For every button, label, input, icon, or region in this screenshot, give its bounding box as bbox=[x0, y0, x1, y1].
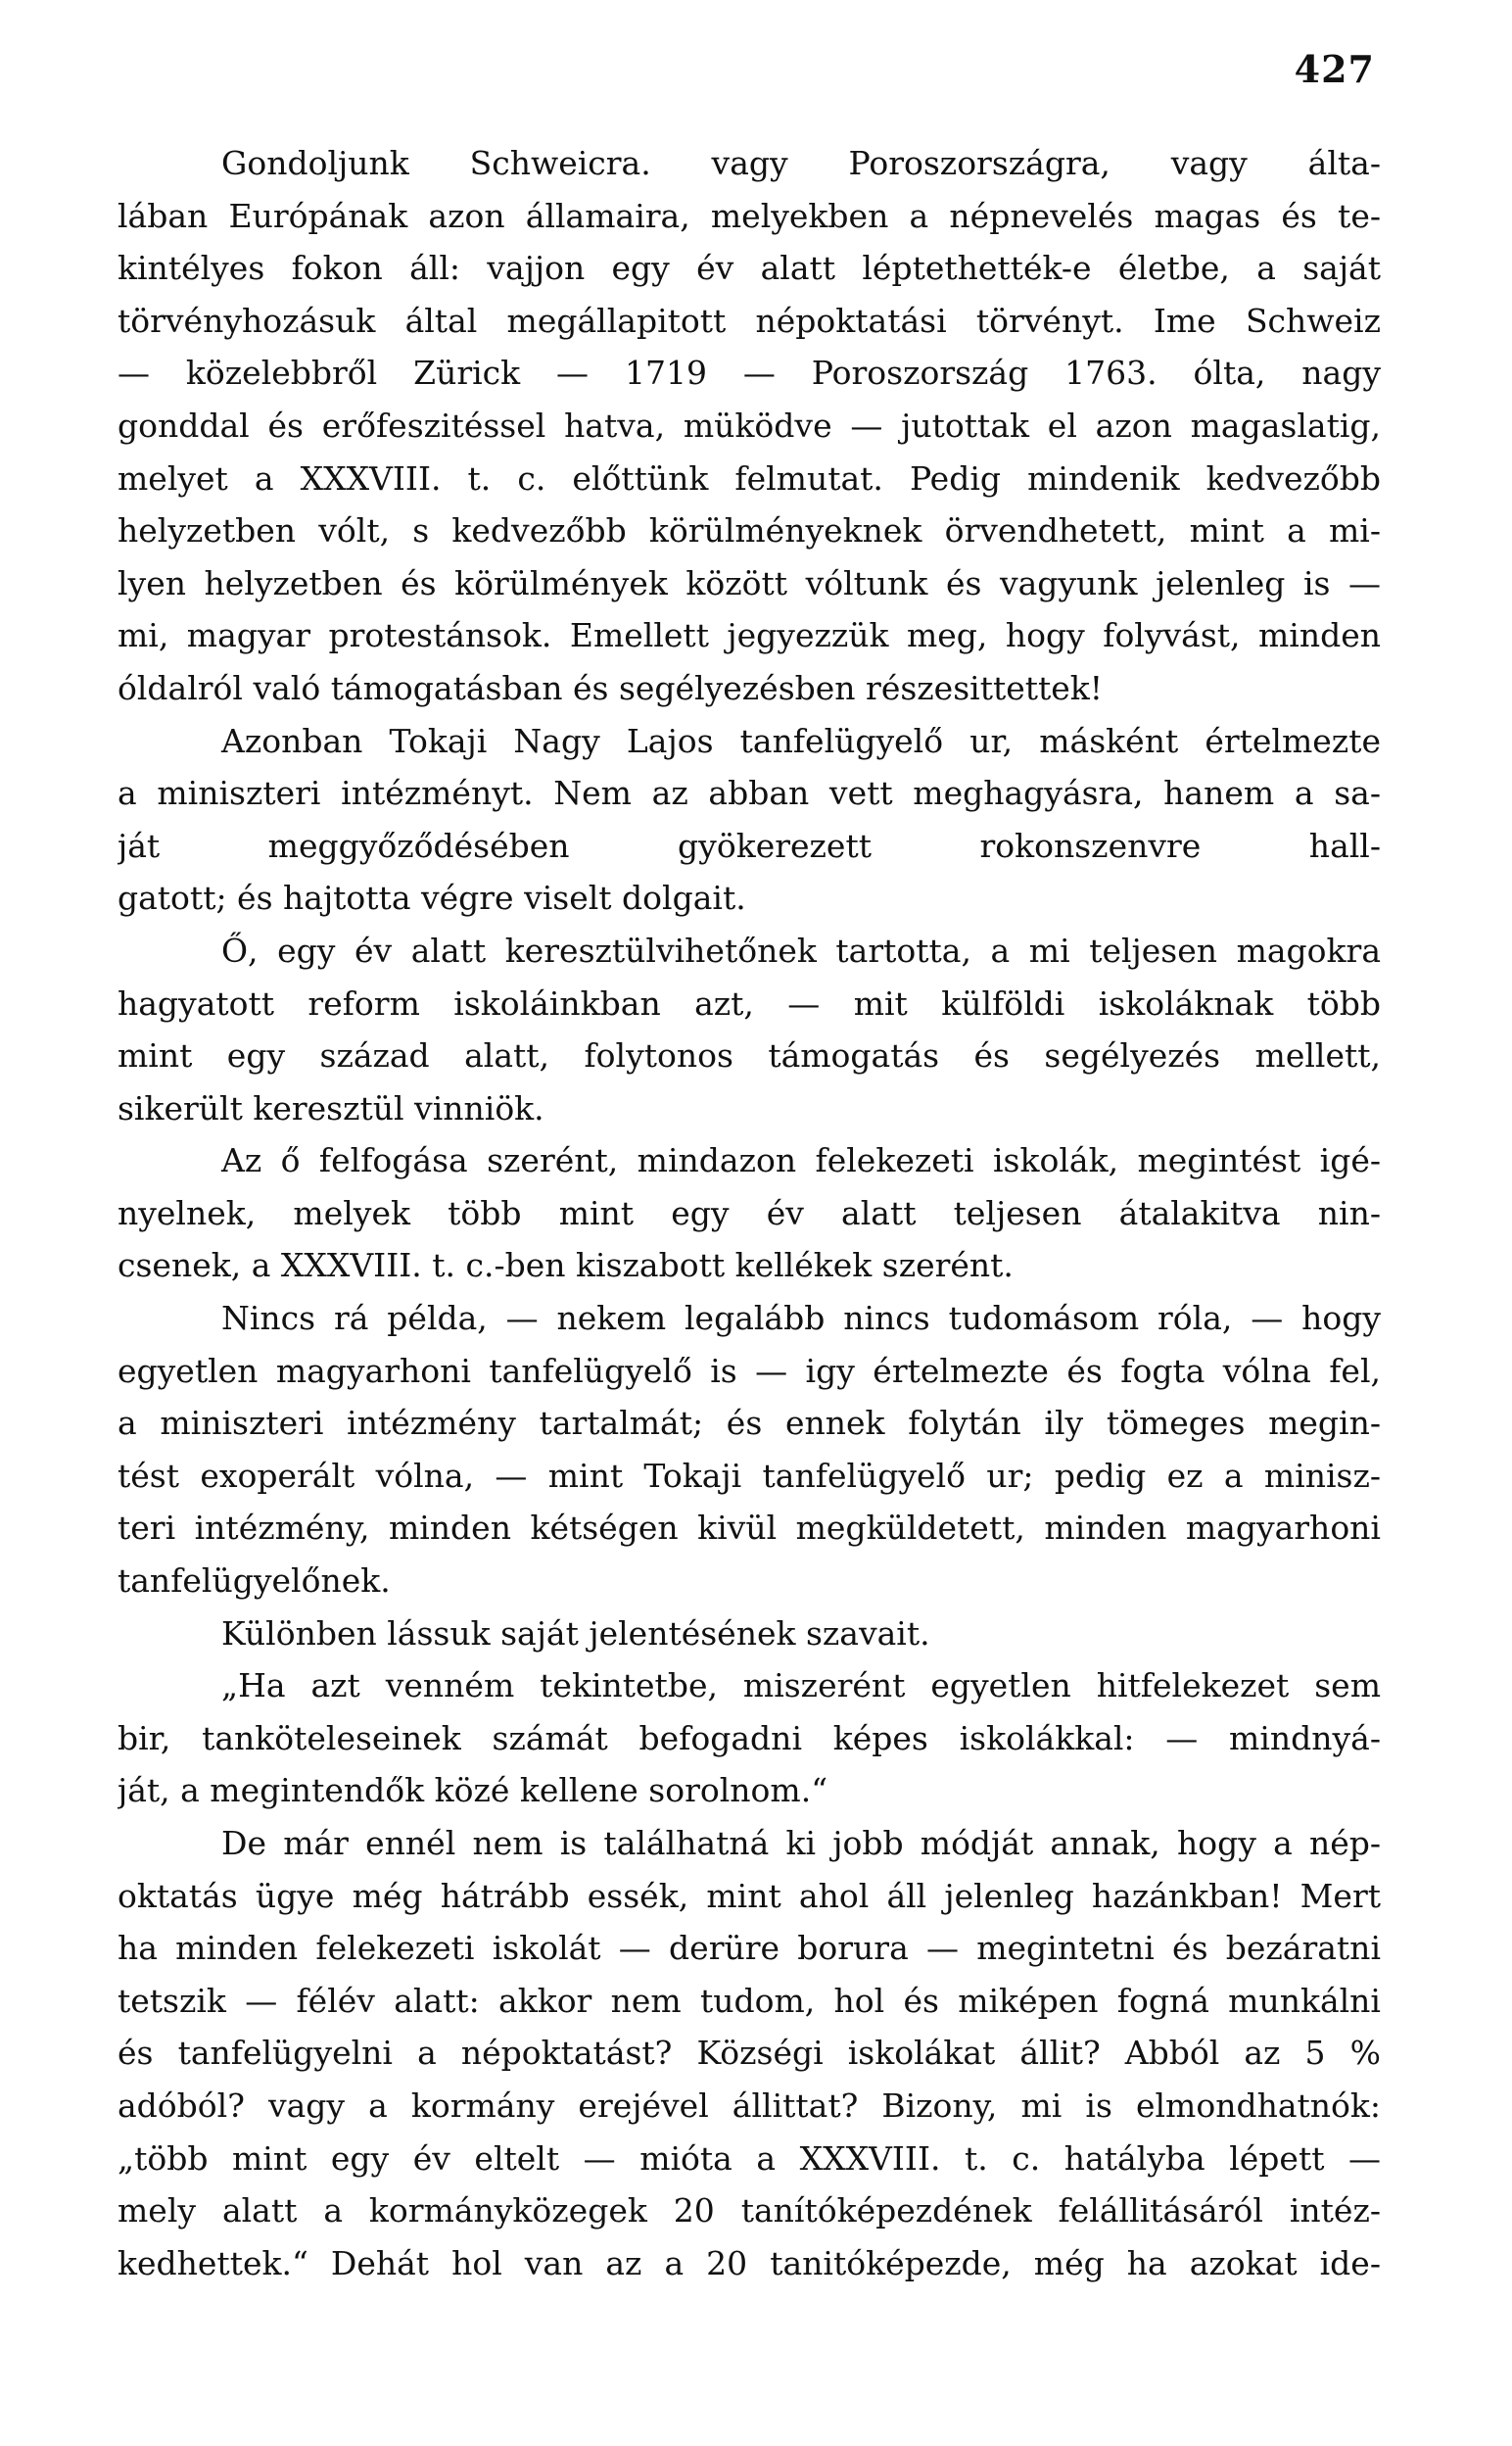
text-line: törvényhozásuk által megállapitott népoktatási törvényt. Ime Schweiz bbox=[118, 301, 1381, 340]
text-line: ha minden felekezeti iskolát — derüre borura — megintetni és bezáratni bbox=[118, 1929, 1381, 1968]
page-number: 427 bbox=[1294, 47, 1375, 91]
text-line: a miniszteri intézmény tartalmát; és ennek folytán ily tömeges megin- bbox=[118, 1404, 1381, 1443]
text-line: oktatás ügye még hátrább essék, mint ahol áll jelenleg hazánkban! Mert bbox=[118, 1876, 1381, 1915]
text-line: — közelebbről Zürick — 1719 — Poroszország 1763. ólta, nagy bbox=[118, 354, 1381, 393]
text-line: melyet a XXXVIII. t. c. előttünk felmutat. Pedig mindenik kedvezőbb bbox=[118, 458, 1381, 498]
text-line: ját, a megintendők közé kellene sorolnom.“ bbox=[118, 1771, 828, 1810]
text-line: lában Európának azon államaira, melyekben a népnevelés magas és te- bbox=[118, 196, 1381, 235]
text-line: mi, magyar protestánsok. Emellett jegyezzük meg, hogy folyvást, minden bbox=[118, 616, 1381, 655]
text-line: hagyatott reform iskoláinkban azt, — mit külföldi iskoláknak több bbox=[118, 983, 1381, 1023]
text-line: „Ha azt venném tekintetbe, miszerént egyetlen hitfelekezet sem bbox=[221, 1666, 1381, 1705]
text-line: Azonban Tokaji Nagy Lajos tanfelügyelő ur, másként értelmezte bbox=[221, 721, 1381, 760]
text-line: mely alatt a kormányközegek 20 tanítóképezdének felállitásáról intéz- bbox=[118, 2191, 1381, 2230]
text-line: adóból? vagy a kormány erejével állittat? Bizony, mi is elmondhatnók: bbox=[118, 2086, 1381, 2125]
text-line: tést exoperált vólna, — mint Tokaji tanfelügyelő ur; pedig ez a minisz- bbox=[118, 1456, 1381, 1495]
text-line: helyzetben vólt, s kedvezőbb körülményeknek örvendhetett, mint a mi- bbox=[118, 511, 1381, 551]
text-line: tanfelügyelőnek. bbox=[118, 1561, 391, 1601]
text-line: Nincs rá példa, — nekem legalább nincs tudomásom róla, — hogy bbox=[221, 1299, 1381, 1338]
text-line: lyen helyzetben és körülmények között vóltunk és vagyunk jelenleg is — bbox=[118, 563, 1381, 602]
text-line: mint egy század alatt, folytonos támogatás és segélyezés mellett, bbox=[118, 1036, 1381, 1076]
text-line: kintélyes fokon áll: vajjon egy év alatt léptethették-e életbe, a saját bbox=[118, 249, 1381, 288]
text-line: tetszik — félév alatt: akkor nem tudom, hol és miképen fogná munkálni bbox=[118, 1981, 1381, 2020]
body-text bbox=[118, 137, 1381, 2289]
text-line: kedhettek.“ Dehát hol van az a 20 tanitóképezde, még ha azokat ide- bbox=[118, 2243, 1381, 2282]
text-line: gatott; és hajtotta végre viselt dolgait. bbox=[118, 879, 746, 918]
text-line: Gondoljunk Schweicra. vagy Poroszországra, vagy álta- bbox=[221, 144, 1381, 182]
text-line: ját meggyőződésében gyökerezett rokonszenvre hall- bbox=[118, 826, 1381, 865]
text-line: De már ennél nem is találhatná ki jobb módját annak, hogy a nép- bbox=[221, 1824, 1381, 1862]
text-line: „több mint egy év eltelt — mióta a XXXVIII. t. c. hatályba lépett — bbox=[118, 2138, 1381, 2178]
text-line: és tanfelügyelni a népoktatást? Községi iskolákat állit? Abból az 5 % bbox=[118, 2034, 1381, 2073]
text-line: csenek, a XXXVIII. t. c.-ben kiszabott kellékek szerént. bbox=[118, 1246, 1014, 1285]
text-line: egyetlen magyarhoni tanfelügyelő is — igy értelmezte és fogta vólna fel, bbox=[118, 1351, 1381, 1390]
text-line: óldalról való támogatásban és segélyezésben részesittettek! bbox=[118, 668, 1104, 707]
text-line: teri intézmény, minden kétségen kivül megküldetett, minden magyarhoni bbox=[118, 1509, 1381, 1548]
text-line: a miniszteri intézményt. Nem az abban vett meghagyásra, hanem a sa- bbox=[118, 774, 1381, 813]
text-line: sikerült keresztül vinniök. bbox=[118, 1088, 544, 1127]
text-line: Különben lássuk saját jelentésének szavait. bbox=[221, 1613, 930, 1653]
text-line: Az ő felfogása szerént, mindazon felekezeti iskolák, megintést igé- bbox=[221, 1141, 1381, 1180]
text-line: bir, tanköteleseinek számát befogadni képes iskolákkal: — mindnyá- bbox=[118, 1718, 1381, 1757]
text-line: gonddal és erőfeszitéssel hatva, müködve — jutottak el azon magaslatig, bbox=[118, 406, 1381, 445]
text-line: nyelnek, melyek több mint egy év alatt teljesen átalakitva nin- bbox=[118, 1193, 1381, 1232]
text-line: Ő, egy év alatt keresztülvihetőnek tartotta, a mi teljesen magokra bbox=[221, 931, 1381, 970]
